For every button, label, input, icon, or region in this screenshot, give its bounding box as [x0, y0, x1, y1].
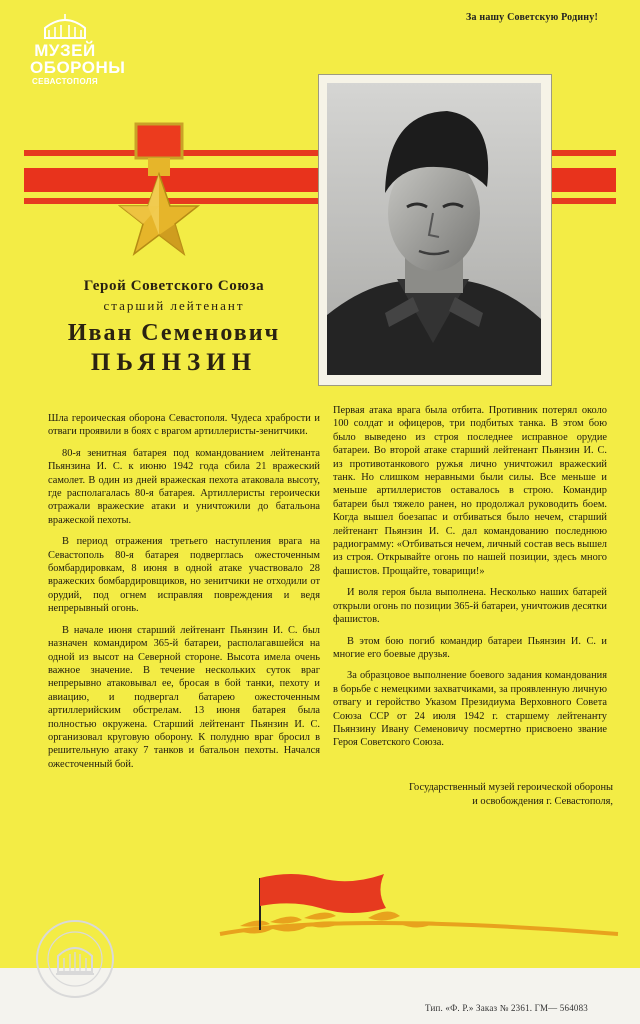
hero-portrait [318, 74, 552, 386]
museum-logo-line-2: ОБОРОНЫ [30, 58, 126, 77]
signature-line-2: и освобождения г. Севастополя, [472, 795, 613, 807]
museum-stamp-icon [34, 918, 116, 1000]
hero-first-names: Иван Семенович [67, 320, 281, 346]
body-column-left [48, 412, 320, 779]
signature-line-1: Государственный музей героической обороны [408, 782, 613, 793]
museum-signature [398, 781, 613, 808]
museum-logo-line-3: СЕВАСТОПОЛЯ [31, 77, 99, 86]
body-column-right [333, 404, 607, 758]
hero-surname: ПЬЯНЗИН [90, 349, 258, 376]
paragraph: Шла героическая оборона Севастополя. Чудеса храбрости и отваги проявили в боях с врагом артиллеристы-зенитчики. [48, 413, 320, 438]
paragraph: В этом бою погиб командир батареи Пьянзин И. С. и многие его боевые друзья. [333, 635, 607, 660]
hero-title: Герой Советского Союза [83, 278, 265, 294]
museum-logo [30, 14, 126, 86]
gold-star-medal-icon [118, 120, 200, 270]
paragraph: В период отражения третьего наступления врага на Севастополь 80-я батарея подверглась ожесточенным бомбардировкам, 8 июня в одной атаке участвовало 28 вражеских бомбардировщиков, но зенитчики не отходили от орудий, под огнем исправляя повреждения и ведя непрерывный огонь. [48, 536, 320, 615]
motto: За нашу Советскую Родину! [465, 12, 598, 23]
paragraph: Первая атака врага была отбита. Противник потерял около 100 солдат и офицеров, три подбитых танка. В этом бою было выведено из строя последнее исправное орудие батареи. Во второй атаке старший лейтенант Пьянзин И. С. из противотанкового ружья лично уничтожил вражеский танк. Но слишком неравными были силы. Все меньше и меньше артиллеристов оставалось в строю. Командир батареи был тяжело ранен, но продолжал руководить боем. Когда вышел боезапас и отбиваться было нечем, старший лейтенант Пьянзин И. С. дал командованию последнюю радиограмму: «Отбиваться нечем, личный состав весь вышел из строя. Открывайте огонь по нашей позиции, здесь много фашистов. Прощайте, товарищи!» [333, 405, 607, 577]
portrait-photo [327, 83, 541, 375]
paragraph: В начале июня старший лейтенант Пьянзин И. С. был назначен командиром 365-й батареи, располагавшейся на одной из высот на Северной стороне. Высота имела очень важное значение. В течение нескольких суток враг непрерывно атаковывал ее, бросая в бой танки, пехоту и авиацию, и подвергал батарею ожесточенным артиллерийским обстрелам. 13 июня батарея была полностью окружена. Старший лейтенант Пьянзин И. С. организовал круговую оборону. К полудню враг бросил в решительную атаку 7 танков и батальон пехоты. Начался ожесточенный бой. [48, 624, 320, 770]
paragraph: И воля героя была выполнена. Несколько наших батарей открыли огонь по позиции 365-й батареи, уничтожив десятки фашистов. [333, 587, 607, 626]
paragraph: 80-я зенитная батарея под командованием лейтенанта Пьянзина И. С. к июню 1942 года сбила 21 вражеский самолет. В один из дней вражеская пехота атаковала высоту, где располагалась 80-я батарея. Артиллеристы героически отражали вражеские атаки и уничтожили до батальона вражеской пехоты. [48, 447, 320, 526]
red-flag-laurel-icon [200, 868, 620, 940]
museum-building-icon [41, 14, 89, 40]
print-info: Тип. «Ф. Р.» Заказ № 2361. ГМ— 564083 [425, 1003, 589, 1013]
hero-heading [40, 278, 308, 377]
museum-logo-line-1: МУЗЕЙ [34, 41, 96, 60]
paragraph: За образцовое выполнение боевого задания командования в борьбе с немецкими захватчиками, за проявленную личную отвагу и геройство Указом Президиума Верховного Совета Союза ССР от 24 июля 1942 г. старшему лейтенанту Пьянзину Ивану Семеновичу посмертно присвоено звание Героя Советского Союза. [333, 670, 607, 749]
hero-rank: старший лейтенант [103, 298, 245, 313]
